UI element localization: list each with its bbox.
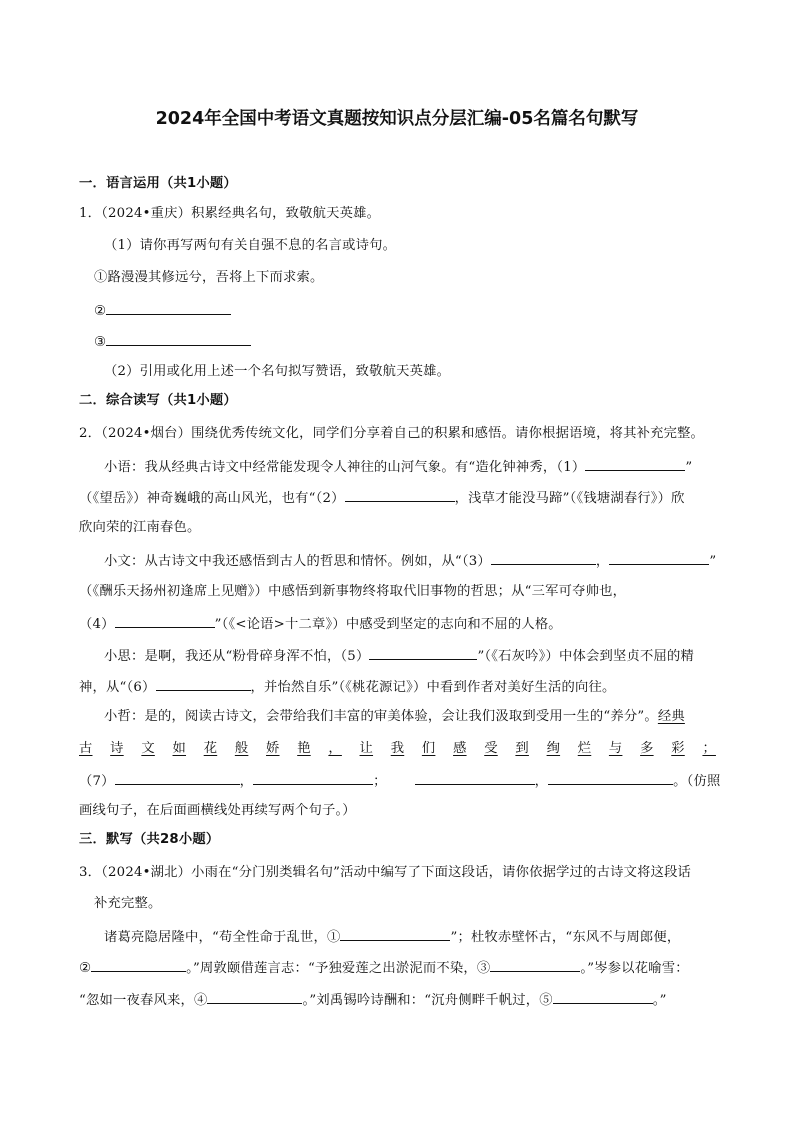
answer-blank[interactable]: [156, 676, 251, 691]
underlined-char: 烂: [577, 741, 592, 756]
text-line: 小哲：是的，阅读古诗文，会带给我们丰富的审美体验，会让我们汲取到受用一生的“养分”。经典: [104, 709, 685, 724]
answer-blank[interactable]: [115, 770, 240, 785]
underlined-char: ，: [328, 741, 342, 756]
underlined-char: 受: [484, 741, 498, 756]
question-stem: 补充完整。: [94, 896, 162, 911]
answer-blank[interactable]: [253, 770, 373, 785]
answer-example: ①路漫漫其修远兮，吾将上下而求索。: [94, 270, 324, 285]
answer-blank[interactable]: [115, 613, 215, 628]
answer-blank[interactable]: [585, 456, 685, 471]
answer-blank[interactable]: [345, 487, 455, 502]
item-number: ③: [94, 335, 107, 350]
answer-blank[interactable]: [207, 989, 302, 1004]
text-line: 欣向荣的江南春色。: [79, 520, 201, 535]
answer-blank[interactable]: [491, 550, 596, 565]
text-line: （4） ”（《<论语>十二章》）中感受到坚定的志向和不屈的人格。: [79, 613, 562, 635]
underlined-char: 诗: [110, 741, 124, 756]
answer-line: [94, 300, 231, 322]
underlined-char: ；: [702, 741, 716, 756]
answer-line: [94, 331, 251, 353]
sub-question: （1）请你再写两句有关自强不息的名言或诗句。: [104, 238, 397, 253]
answer-blank[interactable]: [369, 645, 477, 660]
answer-blank[interactable]: [91, 957, 186, 972]
underlined-char: 感: [453, 741, 467, 756]
underlined-char: 如: [172, 741, 187, 756]
answer-blank[interactable]: [548, 770, 673, 785]
underlined-char: 艳: [297, 741, 311, 756]
question-stem: 1．（2024•重庆）积累经典名句，致敬航天英雄。: [79, 206, 381, 221]
underlined-char: 与: [608, 741, 623, 756]
sub-question: （2）引用或化用上述一个名句拟写赞语，致敬航天英雄。: [104, 364, 451, 379]
section-heading: 一．语言运用（共1小题）: [79, 176, 237, 191]
underlined-char: 我: [390, 741, 405, 756]
underlined-char: 绚: [546, 741, 561, 756]
question-stem: 3．（2024•湖北）小雨在“分门别类辑名句”活动中编写了下面这段话，请你依据学过的古诗文将这段话: [79, 865, 692, 880]
answer-blank[interactable]: [415, 770, 535, 785]
underlined-char: 彩: [671, 741, 685, 756]
item-number: ②: [94, 304, 107, 319]
text-line: （《酬乐天扬州初逢席上见赠》）中感悟到新事物终将取代旧事物的哲思；从“三军可夺帅也，: [79, 584, 627, 599]
text-line: 小语：我从经典古诗文中经常能发现令人神往的山河气象。有“造化钟神秀，（1） ”: [104, 456, 692, 478]
page-title: 2024年全国中考语文真题按知识点分层汇编-05名篇名句默写: [155, 109, 639, 129]
answer-blank[interactable]: [340, 926, 450, 941]
answer-blank[interactable]: [609, 550, 709, 565]
underlined-char: 娇: [266, 741, 280, 756]
text-line: （《望岳》）神奇巍峨的高山风光，也有“（2） ，浅草才能没马蹄”（《钱塘湖春行》）欣: [79, 487, 685, 509]
underlined-char: 到: [515, 741, 529, 756]
answer-blank[interactable]: [106, 300, 231, 315]
answer-blank[interactable]: [490, 957, 580, 972]
text-line: 小思：是啊，我还从“粉骨碎身浑不怕，（5） ”（《石灰吟》）中体会到坚贞不屈的精: [104, 645, 694, 667]
underlined-char: 般: [234, 741, 249, 756]
underlined-char: 花: [203, 741, 218, 756]
text-line: （7） ， ； ， 。（仿照: [79, 770, 721, 792]
text-line: 神，从“（6） ，并怡然自乐”（《桃花源记》）中看到作者对美好生活的向往。: [79, 676, 615, 698]
underlined-char: 多: [640, 741, 654, 756]
text-line: 小文：从古诗文中我还感悟到古人的哲思和情怀。例如，从“（3） ， ”: [104, 550, 716, 572]
section-heading: 二．综合读写（共1小题）: [79, 393, 237, 408]
underlined-char: 文: [141, 741, 155, 756]
underlined-char: 们: [421, 741, 436, 756]
text-line: 诸葛亮隐居隆中，“苟全性命于乱世，① ”；杜牧赤壁怀古，“东风不与周郎便，: [104, 926, 680, 948]
text-line: 画线句子，在后面画横线处再续写两个句子。）: [79, 803, 356, 818]
question-stem: 2．（2024•烟台）围绕优秀传统文化，同学们分享着自己的积累和感悟。请你根据语境，将其补充完整。: [79, 426, 705, 441]
answer-blank[interactable]: [553, 989, 653, 1004]
underlined-text: 经典: [657, 709, 685, 724]
text-line: ② 。”周敦颐借莲言志：“予独爱莲之出淤泥而不染，③ 。”岑参以花喻雪：: [79, 957, 689, 979]
answer-blank[interactable]: [106, 331, 251, 346]
underlined-sentence: [79, 739, 716, 759]
underlined-char: 古: [79, 741, 93, 756]
section-heading: 三．默写（共28小题）: [79, 832, 220, 847]
underlined-char: 让: [359, 741, 374, 756]
text-line: “忽如一夜春风来，④ 。”刘禹锡吟诗酬和：“沉舟侧畔千帆过，⑤ 。”: [79, 989, 667, 1011]
